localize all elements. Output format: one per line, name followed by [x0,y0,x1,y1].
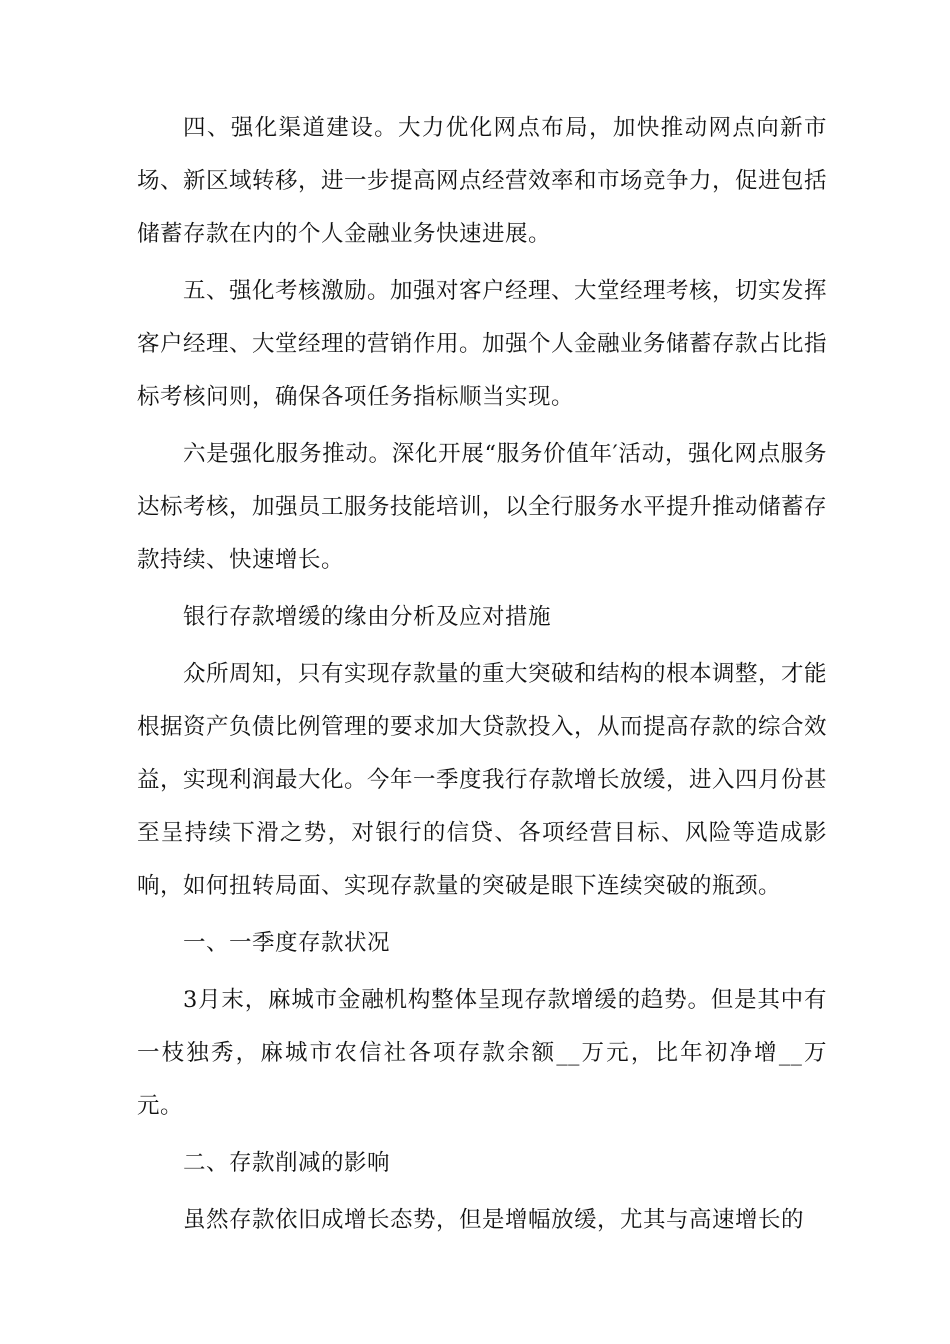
paragraph-channel-building: 四、强化渠道建设。大力优化网点布局，加快推动网点向新市场、新区域转移，进一步提高网点经营效率和市场竞争力，促进包括储蓄存款在内的个人金融业务快速进展。 [137,115,828,247]
heading-deposit-decrease-impact: 二、存款削减的影响 [183,1150,391,1176]
paragraph-assessment-incentive: 五、强化考核激励。加强对客户经理、大堂经理考核，切实发挥客户经理、大堂经理的营销作用。加强个人金融业务储蓄存款占比指标考核问则，确保各项任务指标顺当实现。 [137,278,828,410]
paragraph-growth-slowdown: 虽然存款依旧成增长态势，但是增幅放缓，尤其与高速增长的 [183,1207,805,1233]
heading-q1-deposit-status: 一、一季度存款状况 [183,930,391,956]
document-page [137,102,827,1247]
paragraph-introduction: 众所周知，只有实现存款量的重大突破和结构的根本调整，才能根据资产负债比例管理的要求加大贷款投入，从而提高存款的综合效益，实现利润最大化。今年一季度我行存款增长放缓，进入四月份甚至呈持续下滑之势，对银行的信贷、各项经营目标、风险等造成影响，如何扭转局面、实现存款量的突破是眼下连续突破的瓶颈。 [137,661,828,899]
paragraph-march-deposits: 3月末，麻城市金融机构整体呈现存款增缓的趋势。但是其中有一枝独秀，麻城市农信社各项存款余额__万元，比年初净增__万元。 [137,987,827,1119]
paragraph-service-promotion: 六是强化服务推动。深化开展“服务价值年′活动，强化网点服务达标考核，加强员工服务技能培训，以全行服务水平提升推动储蓄存款持续、快速增长。 [137,441,828,573]
section-title-deposit-slowdown: 银行存款增缓的缘由分析及应对措施 [183,604,552,630]
